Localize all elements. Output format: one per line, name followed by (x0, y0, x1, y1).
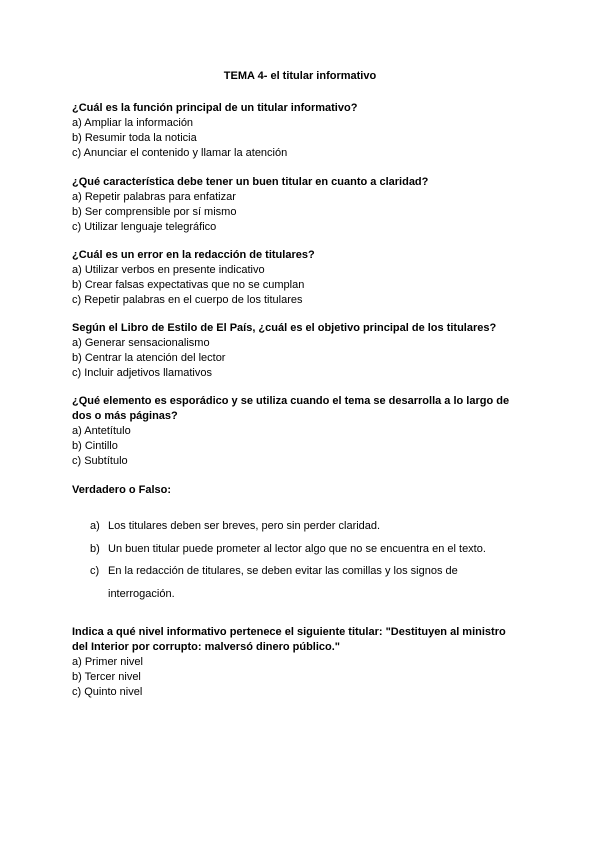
question-block-2 (72, 175, 532, 235)
question-block-6 (72, 625, 532, 700)
option-c: c) Anunciar el contenido y llamar la atención (72, 147, 288, 159)
item-letter: c) (90, 565, 100, 577)
option-b: b) Crear falsas expectativas que no se cumplan (72, 279, 305, 291)
question-text: ¿Cuál es la función principal de un titular informativo? (72, 102, 358, 114)
item-text: En la redacción de titulares, se deben evitar las comillas y los signos de (108, 565, 458, 577)
item-letter: a) (90, 520, 100, 532)
question-text: Según el Libro de Estilo de El País, ¿cuál es el objetivo principal de los titulares? (72, 322, 497, 334)
option-b: b) Tercer nivel (72, 671, 141, 683)
option-a: a) Utilizar verbos en presente indicativo (72, 264, 265, 276)
option-b: b) Resumir toda la noticia (72, 132, 197, 144)
item-text: Un buen titular puede prometer al lector algo que no se encuentra en el texto. (108, 543, 486, 555)
option-b: b) Ser comprensible por sí mismo (72, 206, 237, 218)
question-text: ¿Qué característica debe tener un buen titular en cuanto a claridad? (72, 176, 429, 188)
question-block-3 (72, 248, 532, 308)
option-c: c) Repetir palabras en el cuerpo de los titulares (72, 294, 303, 306)
question-text-line-2: dos o más páginas? (72, 410, 178, 422)
option-c: c) Utilizar lenguaje telegráfico (72, 221, 217, 233)
item-text: Los titulares deben ser breves, pero sin perder claridad. (108, 520, 381, 532)
document-title: TEMA 4- el titular informativo (223, 70, 377, 82)
option-a: a) Primer nivel (72, 656, 143, 668)
question-block-1 (72, 101, 532, 161)
option-c: c) Subtítulo (72, 455, 128, 467)
true-false-item-c-continuation: interrogación. (108, 588, 175, 600)
option-a: a) Repetir palabras para enfatizar (72, 191, 236, 203)
option-b: b) Centrar la atención del lector (72, 352, 226, 364)
item-letter: b) (90, 543, 100, 555)
question-block-5 (72, 394, 532, 469)
option-a: a) Ampliar la información (72, 117, 194, 129)
question-block-4 (72, 321, 532, 381)
true-false-heading: Verdadero o Falso: (72, 484, 172, 496)
option-b: b) Cintillo (72, 440, 118, 452)
option-a: a) Generar sensacionalismo (72, 337, 210, 349)
question-text-line-1: Indica a qué nivel informativo pertenece el siguiente titular: "Destituyen al ministro (72, 626, 506, 638)
option-c: c) Quinto nivel (72, 686, 143, 698)
question-text: ¿Cuál es un error en la redacción de titulares? (72, 249, 315, 261)
option-a: a) Antetítulo (72, 425, 131, 437)
question-text-line-1: ¿Qué elemento es esporádico y se utiliza cuando el tema se desarrolla a lo largo de (72, 395, 510, 407)
question-text-line-2: del Interior por corrupto: malversó dinero público." (72, 641, 341, 653)
option-c: c) Incluir adjetivos llamativos (72, 367, 212, 379)
